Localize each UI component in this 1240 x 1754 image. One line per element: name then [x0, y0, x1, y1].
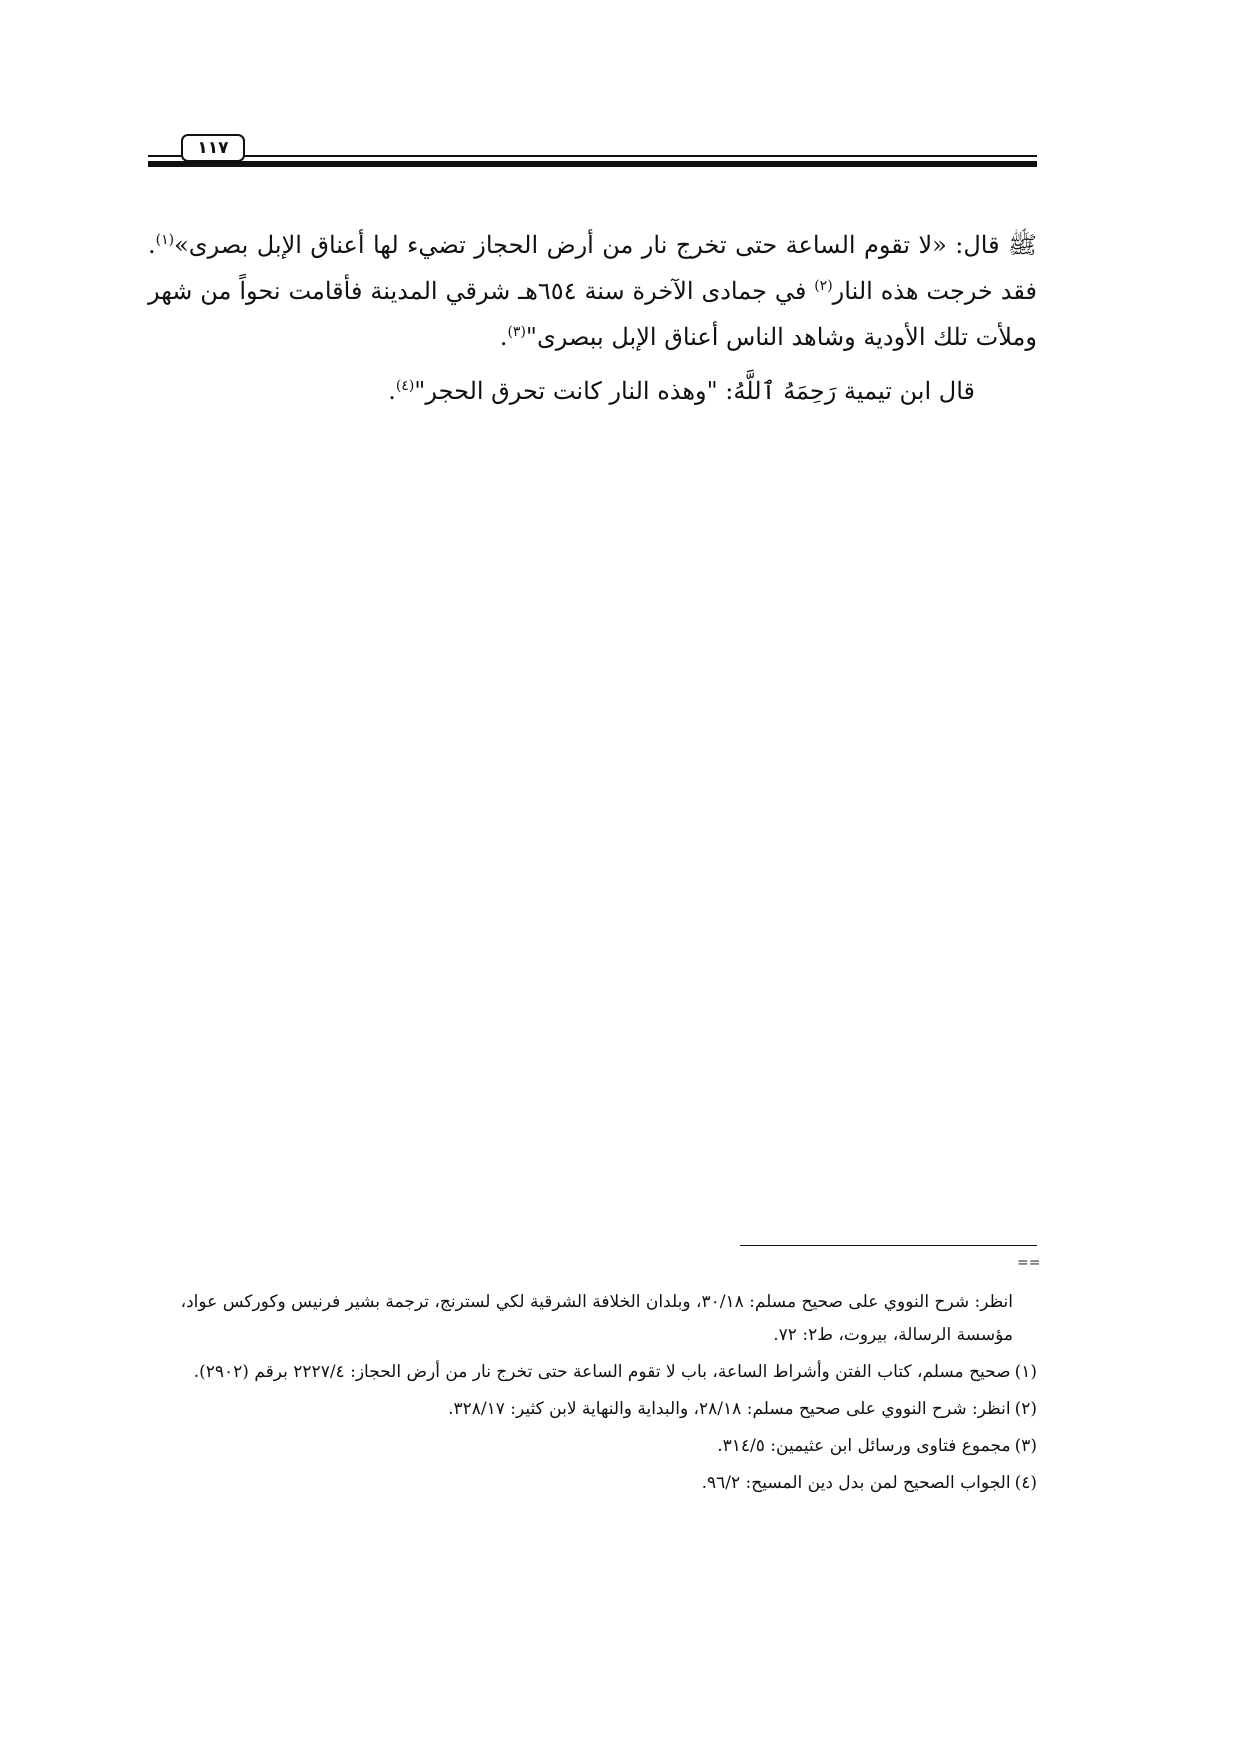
paragraph-ibn-taymiyyah	[148, 368, 1037, 414]
main-text	[148, 222, 1037, 414]
footnotes	[148, 1286, 1037, 1504]
footnote-ref-2[interactable]: (٢)	[814, 278, 833, 294]
footnote-text: مجموع فتاوى ورسائل ابن عثيمين: ٣١٤/٥.	[717, 1436, 1011, 1456]
footnote-separator	[740, 1245, 1037, 1246]
footnote-4	[148, 1467, 1037, 1500]
footnote-continuation-marker: ==	[1017, 1255, 1041, 1271]
paragraph-text: ﷺ قال: «لا تقوم الساعة حتى تخرج نار من أرض الحجاز تضيء لها أعناق الإبل بصرى»	[174, 231, 1037, 259]
paragraph-text: . فقد خرجت هذه النار	[148, 231, 1037, 305]
footnote-2	[148, 1393, 1037, 1426]
footnote-text: الجواب الصحيح لمن بدل دين المسيح: ٩٦/٢.	[701, 1473, 1011, 1493]
footnote-number: (٢)	[1014, 1399, 1037, 1419]
footnote-number: (٣)	[1014, 1436, 1037, 1456]
header-rule-thin	[148, 155, 1037, 157]
paragraph-text: .	[388, 377, 396, 405]
header-rule-thick	[148, 161, 1037, 167]
paragraph-hadith	[148, 222, 1037, 360]
footnote-continuation: انظر: شرح النووي على صحيح مسلم: ٣٠/١٨، وبلدان الخلافة الشرقية لكي لسترنج، ترجمة بشير فرنيس وكوركس عواد، مؤسسة الرسالة، بيروت، ط٢: ٧٢.	[180, 1292, 1013, 1345]
footnote-3	[148, 1430, 1037, 1463]
page-header	[148, 128, 1037, 168]
footnote-1	[148, 1356, 1037, 1389]
footnote-text: انظر: شرح النووي على صحيح مسلم: ٢٨/١٨، والبداية والنهاية لابن كثير: ٣٢٨/١٧.	[448, 1399, 1011, 1419]
page-number: ١١٧	[181, 134, 245, 162]
footnote-ref-3[interactable]: (٣)	[507, 324, 526, 340]
footnote-text: صحيح مسلم، كتاب الفتن وأشراط الساعة، باب لا تقوم الساعة حتى تخرج نار من أرض الحجاز: ٢٢٢٧/٤ برقم (٢٩٠٢).	[193, 1362, 1011, 1382]
footnote-number: (١)	[1014, 1362, 1037, 1382]
paragraph-text: قال ابن تيمية رَحِمَهُ ٱللَّهُ: "وهذه النار كانت تحرق الحجر"	[414, 377, 975, 405]
paragraph-text: .	[499, 323, 508, 351]
footnote-ref-4[interactable]: (٤)	[395, 378, 415, 394]
paragraph-text: في جمادى الآخرة سنة ٦٥٤هـ شرقي المدينة فأقامت نحواً من شهر وملأت تلك الأودية وشاهد الناس أعناق الإبل ببصرى"	[148, 277, 1037, 351]
footnote-number: (٤)	[1014, 1473, 1037, 1493]
footnote-ref-1[interactable]: (١)	[155, 232, 175, 248]
